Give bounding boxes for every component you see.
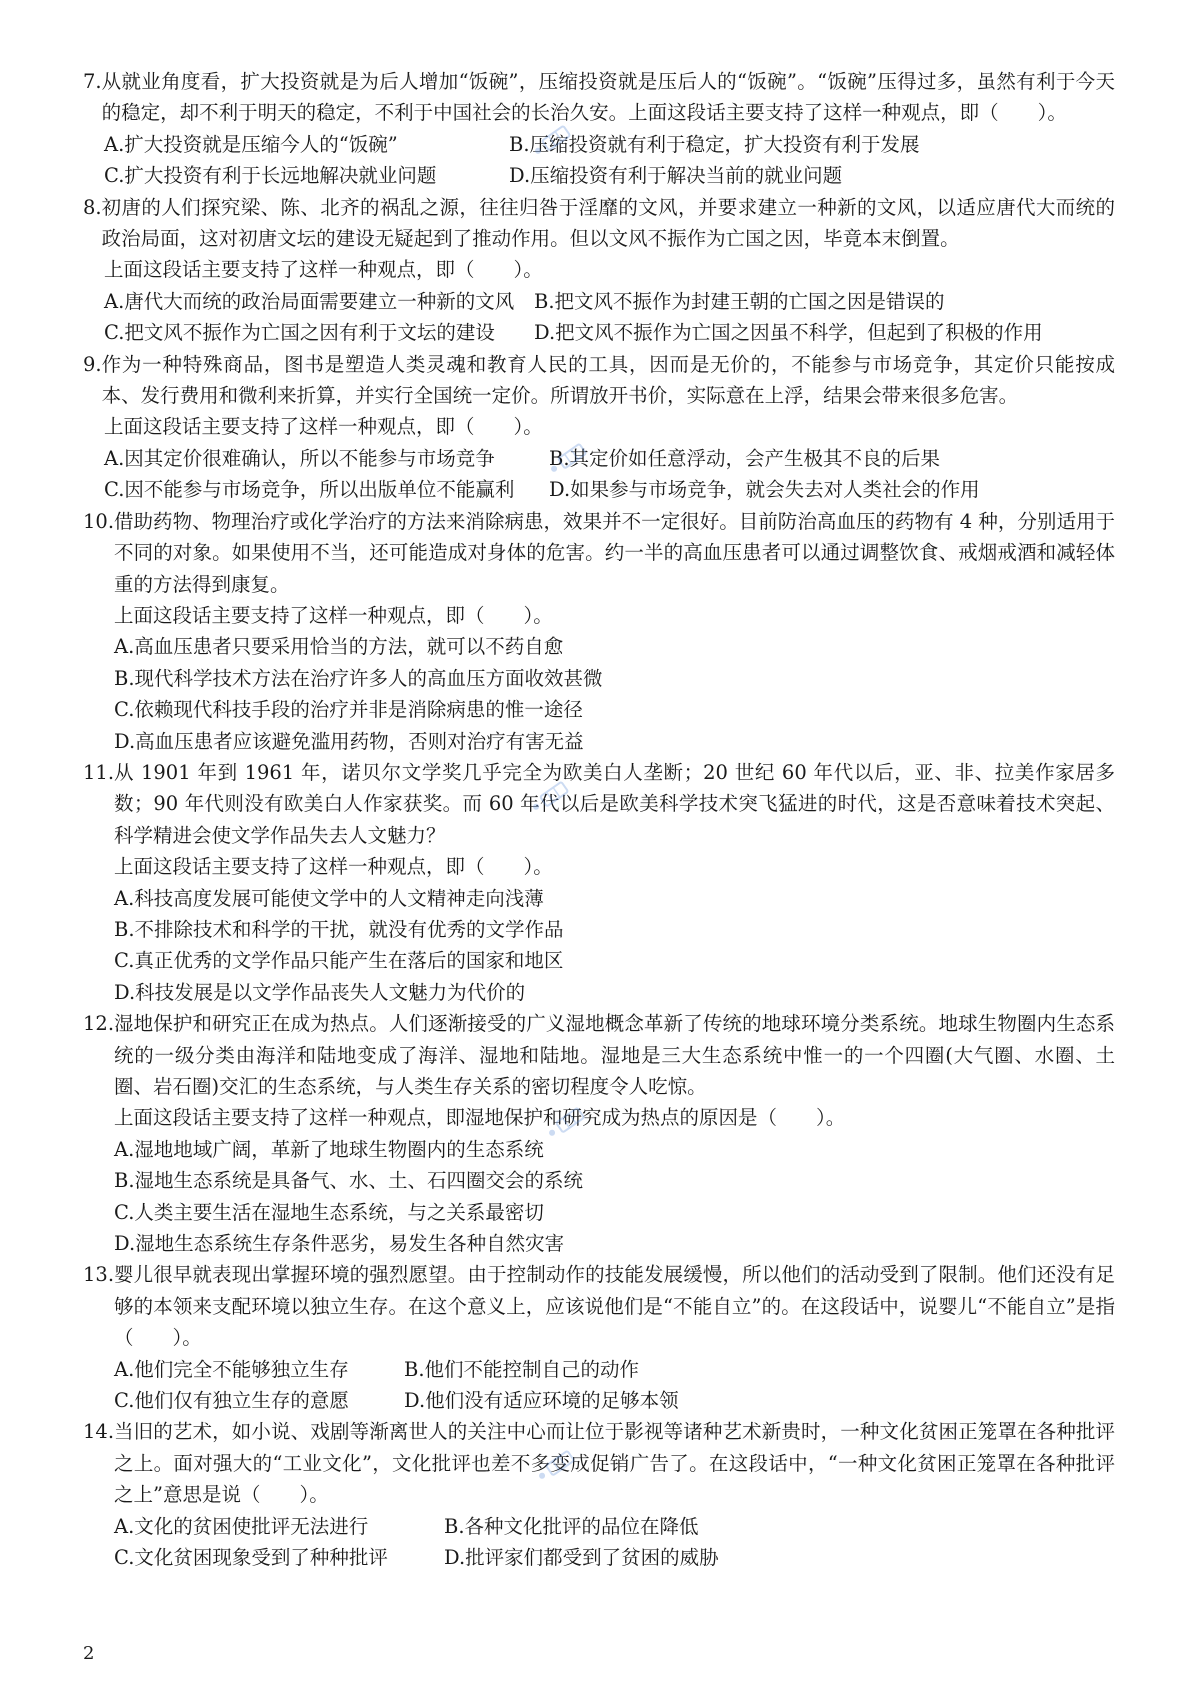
option-a: A.扩大投资就是压缩今人的“饭碗”	[104, 132, 398, 156]
question-10	[83, 506, 1115, 757]
question-stem: 从就业角度看，扩大投资就是为后人增加“饭碗”，压缩投资就是压后人的“饭碗”。“饭碗”压得过多，虽然有利于今天的稳定，却不利于明天的稳定，不利于中国社会的长治久安。上面这段话主要支持了这样一种观点，即（ ）。	[101, 70, 1115, 125]
option-b: B.各种文化批评的品位在降低	[444, 1514, 699, 1538]
question-number: 13.	[83, 1263, 115, 1287]
question-number: 8.	[83, 195, 102, 219]
question-7	[83, 66, 1115, 192]
option-d: D.湿地生态系统生存条件恶劣，易发生各种自然灾害	[114, 1232, 565, 1256]
option-c: C.把文风不振作为亡国之因有利于文坛的建设	[104, 321, 495, 345]
question-stem: 作为一种特殊商品，图书是塑造人类灵魂和教育人民的工具，因而是无价的，不能参与市场竞争，其定价只能按成本、发行费用和微利来折算，并实行全国统一定价。所谓放开书价，实际意在上浮，结果会带来很多危害。	[101, 352, 1115, 408]
question-prompt: 上面这段话主要支持了这样一种观点，即（ ）。	[114, 603, 553, 627]
option-c: C.文化贫困现象受到了种种批评	[114, 1546, 388, 1570]
question-13	[83, 1259, 1115, 1416]
option-a: A.科技高度发展可能使文学中的人文精神走向浅薄	[114, 886, 544, 910]
question-prompt: 上面这段话主要支持了这样一种观点，即（ ）。	[114, 855, 553, 879]
question-stem: 初唐的人们探究梁、陈、北齐的祸乱之源，往往归咎于淫靡的文风，并要求建立一种新的文风，以适应唐代大而统的政治局面，这对初唐文坛的建设无疑起到了推动作用。但以文风不振作为亡国之因，毕竟本末倒置。	[101, 195, 1115, 251]
question-list	[83, 66, 1115, 1574]
option-c: C.他们仅有独立生存的意愿	[114, 1389, 349, 1413]
option-b: B.湿地生态系统是具备气、水、土、石四圈交会的系统	[114, 1169, 584, 1193]
option-a: A.高血压患者只要采用恰当的方法，就可以不药自愈	[114, 635, 564, 659]
option-c: C.因不能参与市场竞争，所以出版单位不能赢利	[104, 478, 515, 502]
option-a: A.他们完全不能够独立生存	[114, 1357, 349, 1381]
question-prompt: 上面这段话主要支持了这样一种观点，即（ ）。	[104, 415, 543, 439]
option-d: D.高血压患者应该避免滥用药物，否则对治疗有害无益	[114, 729, 584, 753]
question-number: 12.	[83, 1012, 115, 1036]
option-d: D.他们没有适应环境的足够本领	[404, 1389, 679, 1413]
option-d: D.科技发展是以文学作品丧失人文魅力为代价的	[114, 980, 526, 1004]
option-a: A.唐代大而统的政治局面需要建立一种新的文风	[104, 289, 515, 313]
question-11	[83, 757, 1115, 1008]
option-c: C.扩大投资有利于长远地解决就业问题	[104, 164, 437, 188]
option-b: B.他们不能控制自己的动作	[404, 1357, 640, 1381]
question-stem: 当旧的艺术，如小说、戏剧等渐离世人的关注中心而让位于影视等诸种艺术新贵时，一种文化贫困正笼罩在各种批评之上。面对强大的“工业文化”，文化批评也差不多变成促销广告了。在这段话中，“一种文化贫困正笼罩在各种批评之上”意思是说（ ）。	[114, 1420, 1115, 1507]
option-a: A.文化的贫困使批评无法进行	[114, 1514, 369, 1538]
option-a: A.因其定价很难确认，所以不能参与市场竞争	[104, 446, 495, 470]
option-d: D.压缩投资有利于解决当前的就业问题	[509, 164, 843, 188]
option-d: D.把文风不振作为亡国之因虽不科学，但起到了积极的作用	[534, 321, 1043, 345]
question-stem: 湿地保护和研究正在成为热点。人们逐渐接受的广义湿地概念革新了传统的地球环境分类系统。地球生物圈内生态系统的一级分类由海洋和陆地变成了海洋、湿地和陆地。湿地是三大生态系统中惟一的一个四圈(大气圈、水圈、土圈、岩石圈)交汇的生态系统，与人类生存关系的密切程度令人吃惊。	[114, 1012, 1115, 1098]
option-c: C.依赖现代科技手段的治疗并非是消除病患的惟一途径	[114, 698, 583, 722]
question-stem: 借助药物、物理治疗或化学治疗的方法来消除病患，效果并不一定很好。目前防治高血压的药物有 4 种，分别适用于不同的对象。如果使用不当，还可能造成对身体的危害。约一半的高血压患者可以通过调整饮食、戒烟戒酒和减轻体重的方法得到康复。	[114, 509, 1115, 596]
question-number: 11.	[83, 760, 115, 784]
option-b: B.其定价如任意浮动，会产生极其不良的后果	[549, 446, 941, 470]
question-9	[83, 349, 1115, 506]
question-prompt: 上面这段话主要支持了这样一种观点，即湿地保护和研究成为热点的原因是（ ）。	[114, 1106, 846, 1130]
option-c: C.真正优秀的文学作品只能产生在落后的国家和地区	[114, 949, 564, 973]
question-8	[83, 192, 1115, 349]
option-b: B.压缩投资就有利于稳定，扩大投资有利于发展	[509, 132, 920, 156]
option-b: B.现代科学技术方法在治疗许多人的高血压方面收效甚微	[114, 666, 603, 690]
question-prompt: 上面这段话主要支持了这样一种观点，即（ ）。	[104, 258, 543, 282]
option-c: C.人类主要生活在湿地生态系统，与之关系最密切	[114, 1200, 544, 1224]
question-14	[83, 1416, 1115, 1573]
option-d: D.批评家们都受到了贫困的威胁	[444, 1546, 719, 1570]
page-number: 2	[83, 1643, 95, 1664]
option-d: D.如果参与市场竞争，就会失去对人类社会的作用	[549, 478, 980, 502]
question-number: 14.	[83, 1420, 115, 1444]
option-b: B.把文风不振作为封建王朝的亡国之因是错误的	[534, 289, 945, 313]
option-a: A.湿地地域广阔，革新了地球生物圈内的生态系统	[114, 1137, 544, 1161]
question-number: 9.	[83, 352, 102, 376]
question-number: 7.	[83, 70, 102, 93]
question-12	[83, 1008, 1115, 1259]
question-stem: 从 1901 年到 1961 年，诺贝尔文学奖几乎完全为欧美白人垄断；20 世纪 60 年代以后，亚、非、拉美作家居多数；90 年代则没有欧美白人作家获奖。而 60 年代以后是欧美科学技术突飞猛进的时代，这是否意味着技术突起、科学精进会使文学作品失去人文魅力？	[114, 760, 1115, 847]
question-number: 10.	[83, 509, 115, 533]
question-stem: 婴儿很早就表现出掌握环境的强烈愿望。由于控制动作的技能发展缓慢，所以他们的活动受到了限制。他们还没有足够的本领来支配环境以独立生存。在这个意义上，应该说他们是“不能自立”的。在这段话中，说婴儿“不能自立”是指（ ）。	[114, 1263, 1115, 1350]
option-b: B.不排除技术和科学的干扰，就没有优秀的文学作品	[114, 917, 564, 941]
